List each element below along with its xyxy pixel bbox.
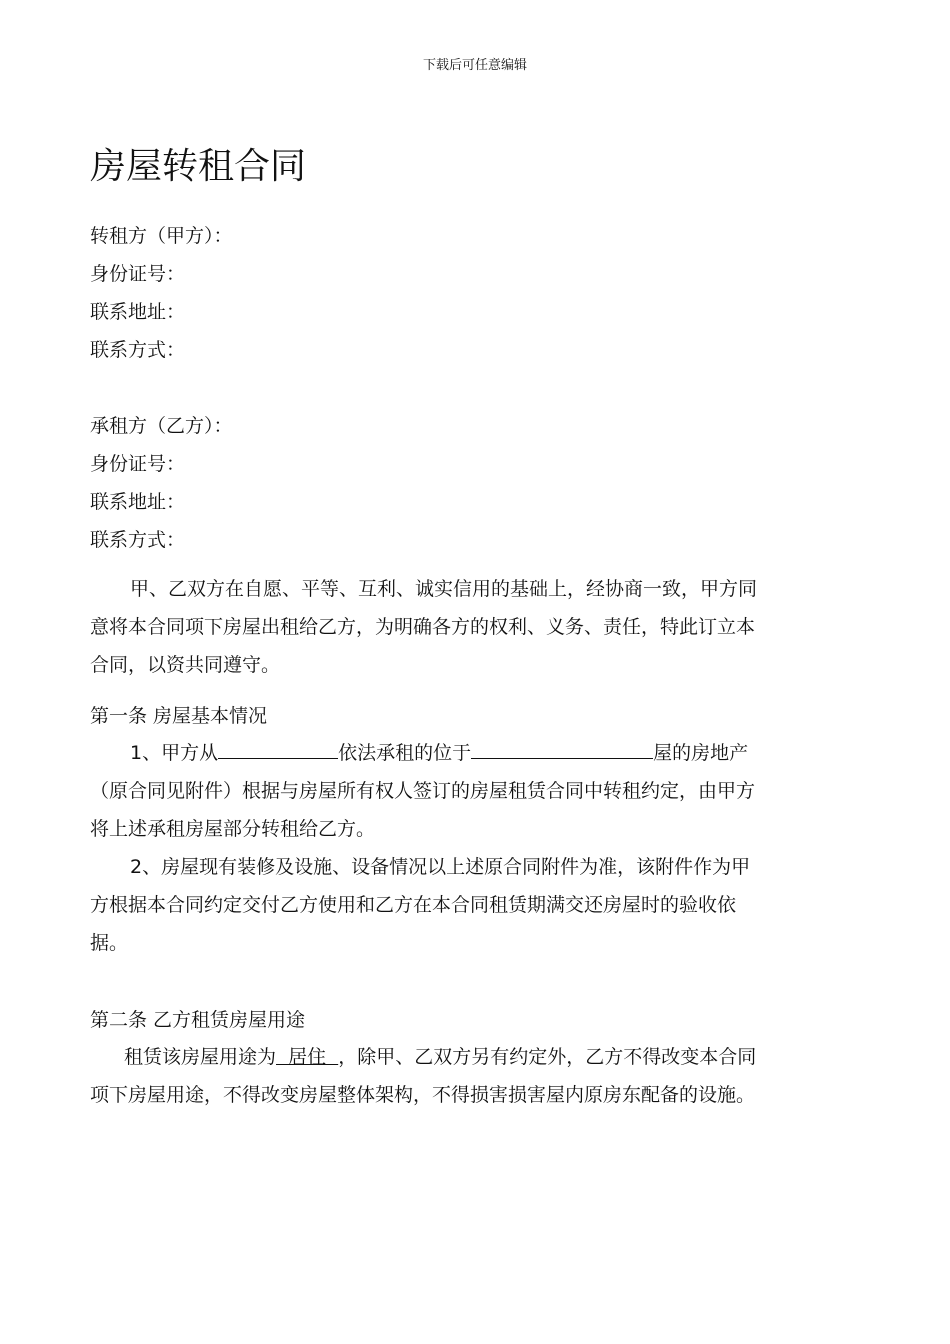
party-a-id: 身份证号：	[90, 263, 186, 285]
lessor-blank	[218, 739, 338, 759]
location-blank	[471, 739, 653, 759]
article-2-heading: 第二条 乙方租赁房屋用途	[90, 1009, 306, 1031]
party-a-address: 联系地址：	[90, 301, 186, 323]
party-a-contact: 联系方式：	[90, 339, 186, 361]
party-a-heading: 转租方（甲方）：	[90, 225, 233, 247]
article-2-paragraph	[90, 1038, 758, 1114]
page-header-note: 下载后可任意编辑	[422, 58, 527, 73]
article-1-item-2: 2、房屋现有装修及设施、设备情况以上述原合同附件为准，该附件作为甲方根据本合同约定交付乙方使用和乙方在本合同租赁期满交还房屋时的验收依据。	[90, 856, 751, 954]
party-b-heading: 承租方（乙方）：	[90, 415, 233, 437]
article-1-item-1-text-c: 屋的房地产（原合同见附件）根据与房屋所有权人签订的房屋租赁合同中转租约定，由甲方将上述承租房屋部分转租给乙方。	[90, 742, 756, 840]
party-b-address: 联系地址：	[90, 491, 186, 513]
article-1-item-1	[90, 734, 758, 848]
article-2-text-b: ，除甲、乙双方另有约定外，乙方不得改变本合同项下房屋用途，不得改变房屋整体架构，不得损害损害屋内原房东配备的设施。	[90, 1046, 757, 1106]
document-title: 房屋转租合同	[90, 146, 307, 187]
article-2-text-a: 租赁该房屋用途为	[124, 1046, 277, 1068]
party-b-contact: 联系方式：	[90, 529, 186, 551]
intro-paragraph: 甲、乙双方在自愿、平等、互利、诚实信用的基础上，经协商一致，甲方同意将本合同项下房屋出租给乙方，为明确各方的权利、义务、责任，特此订立本合同，以资共同遵守。	[90, 578, 758, 676]
usage-value: 居住	[276, 1046, 339, 1068]
article-1-item-1-text-b: 依法承租的位于	[338, 742, 472, 764]
party-b-id: 身份证号：	[90, 453, 186, 475]
article-1-heading: 第一条 房屋基本情况	[90, 705, 268, 727]
article-1-item-1-text-a: 1、甲方从	[130, 742, 219, 764]
